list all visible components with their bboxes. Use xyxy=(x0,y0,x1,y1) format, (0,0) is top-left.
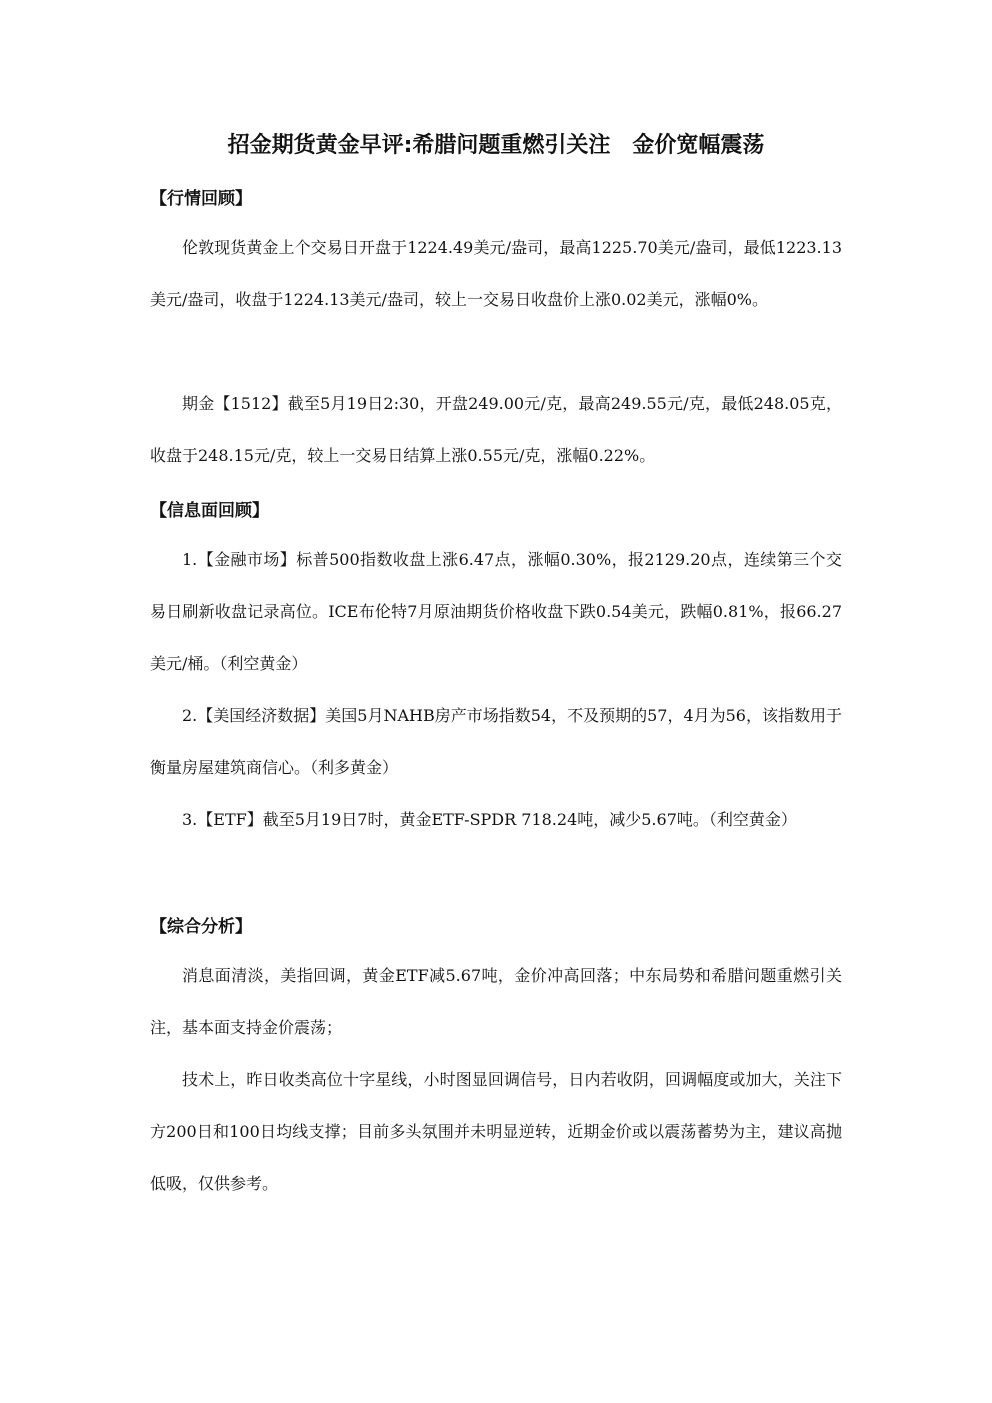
paragraph-technical-analysis: 技术上，昨日收类高位十字星线，小时图显回调信号，日内若收阴，回调幅度或加大，关注下方200日和100日均线支撑；目前多头氛围并未明显逆转，近期金价或以震荡蓄势为主，建议高抛低吸，仅供参考。 xyxy=(150,1070,842,1193)
list-item-financial-market: 1.【金融市场】标普500指数收盘上涨6.47点，涨幅0.30%，报2129.20点，连续第三个交易日刷新收盘记录高位。ICE布伦特7月原油期货价格收盘下跌0.54美元，跌幅0.81%，报66.27美元/桶。（利空黄金） xyxy=(150,550,842,673)
paragraph-gold-futures-1512: 期金【1512】截至5月19日2:30，开盘249.00元/克，最高249.55元/克，最低248.05克，收盘于248.15元/克，较上一交易日结算上涨0.55元/克，涨幅0.22%。 xyxy=(150,394,842,465)
list-item-us-economic-data: 2.【美国经济数据】美国5月NAHB房产市场指数54，不及预期的57，4月为56，该指数用于衡量房屋建筑商信心。（利多黄金） xyxy=(150,706,842,777)
paragraph-fundamentals: 消息面清淡，美指回调，黄金ETF减5.67吨，金价冲高回落；中东局势和希腊问题重燃引关注，基本面支持金价震荡； xyxy=(150,966,842,1037)
section-heading-market-review: 【行情回顾】 xyxy=(150,189,252,209)
document-title: 招金期货黄金早评:希腊问题重燃引关注 金价宽幅震荡 xyxy=(227,133,765,158)
list-item-etf: 3.【ETF】截至5月19日7时，黄金ETF-SPDR 718.24吨，减少5.67吨。（利空黄金） xyxy=(182,810,797,829)
paragraph-london-spot-gold: 伦敦现货黄金上个交易日开盘于1224.49美元/盎司，最高1225.70美元/盎司，最低1223.13美元/盎司，收盘于1224.13美元/盎司，较上一交易日收盘价上涨0.02美元，涨幅0%。 xyxy=(150,238,842,309)
section-heading-news-review: 【信息面回顾】 xyxy=(150,501,269,521)
section-heading-comprehensive-analysis: 【综合分析】 xyxy=(150,917,252,937)
